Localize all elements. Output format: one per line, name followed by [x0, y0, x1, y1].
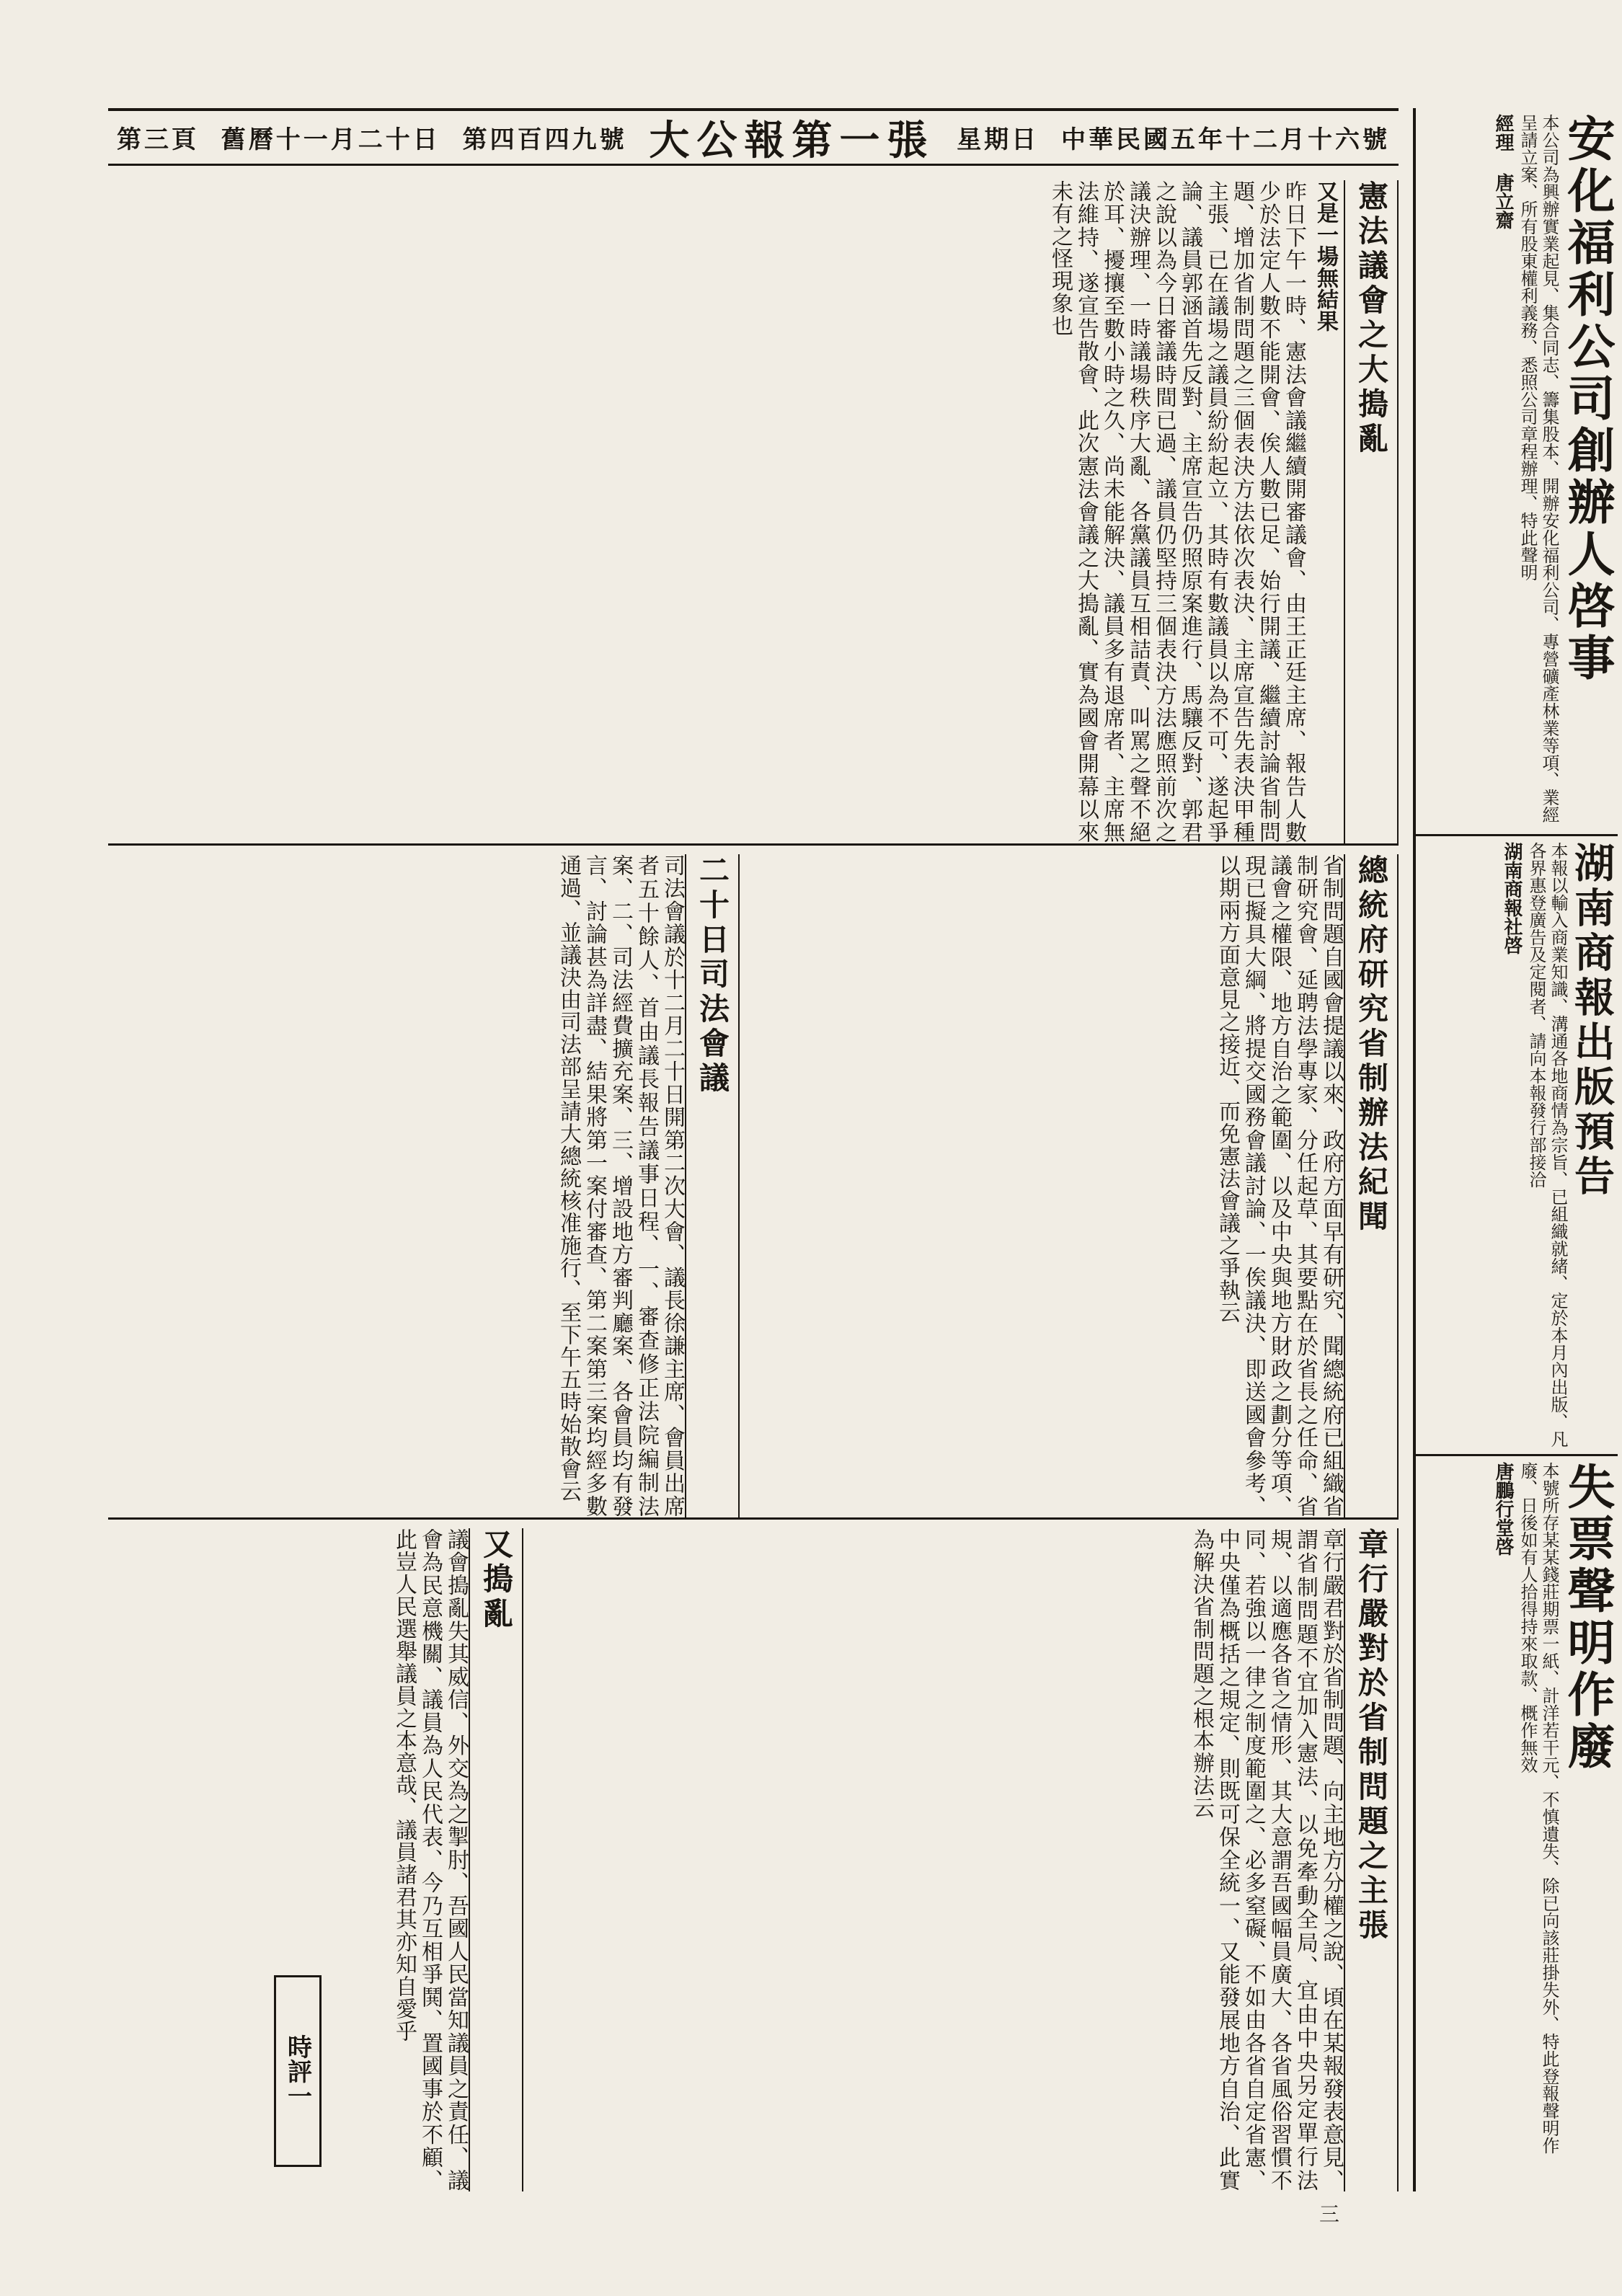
article-area [108, 180, 1399, 2191]
masthead-lunar-date: 舊曆十一月二十日 [221, 125, 440, 154]
article-headline: 又搗亂 [469, 1528, 523, 2191]
article-headline: 章行嚴對於省制問題之主張 [1344, 1528, 1399, 2191]
article-body: 議會搗亂失其威信、外交為之掣肘、吾國人民當知議員之責任、議會為民意機關、議員為人民代表、今乃互相爭鬨、置國事於不顧、此豈人民選舉議員之本意哉、議員諸君其亦知自愛乎 [391, 1528, 469, 2191]
article-president-office-provincial [750, 854, 1399, 1517]
masthead-weekday: 星期日 [957, 125, 1040, 154]
commentary-marker: 時評一 [274, 1975, 322, 2167]
ad-body: 本號所存某某錢莊期票一紙、計洋若干元、不慎遺失、除已向該莊掛失外、特此登報聲明作廢、日後如有人拾得持來取款、概作無效 [1517, 1462, 1559, 2154]
masthead [108, 108, 1399, 166]
ad-lost-ticket-notice [1416, 1456, 1618, 2187]
article-body: 昨日下午一時、憲法會議繼續開審議會、由王正廷主席、報告人數少於法定人數不能開會、俟人數已足、始行開議、繼續討論省制問題、增加省制問題之三個表決方法依次表決、主席宣告先表決甲種主張、已在議場之議員紛紛起立、其時有數議員以為不可、遂起爭論、議員郭涵首先反對、主席宣告仍照原案進行、馬驤反對、郭君之說以為今日審議時間已過、議員仍堅持三個表決方法應照前次之議決辦理、一時議場秩序大亂、各黨議員互相詰責、叫罵之聲不絕於耳、擾攘至數小時之久、尚未能解決、議員多有退席者、主席無法維持、遂宣告散會、此次憲法會議之大搗亂、實為國會開幕以來未有之怪現象也 [1047, 180, 1306, 843]
ad-title: 安化福利公司創辦人啓事 [1559, 114, 1616, 685]
page-number: 三 [1319, 2202, 1340, 2226]
article-headline: 二十日司法會議 [685, 854, 740, 1517]
ad-signer: 唐鵬行堂啓 [1492, 1462, 1514, 1556]
masthead-title: 大公報第一張 [649, 116, 935, 164]
ad-title: 湖南商報出版預告 [1568, 842, 1616, 1200]
masthead-date: 中華民國五年十二月十六號 [1060, 125, 1390, 154]
article-row-middle [108, 854, 1399, 1520]
ad-signer: 湖南商報社啓 [1501, 842, 1523, 954]
article-constitution-chaos [108, 180, 1399, 843]
ad-title: 失票聲明作廢 [1559, 1462, 1616, 1773]
article-row-top [108, 180, 1399, 846]
article-judicial-conference [108, 854, 740, 1517]
article-body: 省制問題自國會提議以來、政府方面早有研究、聞總統府已組織省制研究會、延聘法學專家、分任起草、其要點在於省長之任命、省議會之權限、地方自治之範圍、以及中央與地方財政之劃分等項、現已擬具大綱、將提交國務會議討論、一俟議決、即送國會參考、以期兩方面意見之接近、而免憲法會議之爭執云 [1215, 854, 1344, 1517]
article-body: 章行嚴君對於省制問題、向主地方分權之說、頃在某報發表意見、謂省制問題不宜加入憲法、以免牽動全局、宜由中央另定單行法規、以適應各省之情形、其大意謂吾國幅員廣大、各省風俗習慣不同、若強以一律之制度範圍之、必多窒礙、不如由各省自定省憲、中央僅為概括之規定、則既可保全統一、又能發展地方自治、此實為解決省制問題之根本辦法云 [1189, 1528, 1344, 2191]
article-subhead: 又是一場無結果 [1313, 180, 1338, 332]
article-headline: 憲法議會之大搗亂 [1344, 180, 1399, 843]
article-headline: 總統府研究省制辦法紀聞 [1344, 854, 1399, 1517]
article-zhang-xingyan-opinion [533, 1528, 1399, 2191]
ad-anhua-company [1416, 108, 1618, 836]
advertisement-column [1413, 108, 1618, 2191]
ad-hunan-commercial-news [1416, 836, 1618, 1456]
masthead-page: 第三頁 [117, 125, 199, 154]
ad-body: 本公司為興辦實業起見、集合同志、籌集股本、開辦安化福利公司、專營礦產林業等項、業經呈請立案、所有股東權利義務、悉照公司章程辦理、特此聲明 [1517, 114, 1559, 823]
article-body: 司法會議於十二月二十日開第二次大會、議長徐謙主席、會員出席者五十餘人、首由議長報告議事日程、一、審查修正法院編制法案、二、司法經費擴充案、三、增設地方審判廳案、各會員均有發言、討論甚為詳盡、結果將第一案付審查、第二案第三案均經多數通過、並議決由司法部呈請大總統核准施行、至下午五時始散會云 [556, 854, 685, 1517]
ad-signer: 經理 唐立齋 [1492, 114, 1514, 229]
ad-body: 本報以輸入商業知識、溝通各地商情為宗旨、已組織就緒、定於本月內出版、凡各界惠登廣告及定閱者、請向本報發行部接洽 [1526, 842, 1568, 1448]
masthead-issue: 第四百四九號 [462, 125, 627, 154]
